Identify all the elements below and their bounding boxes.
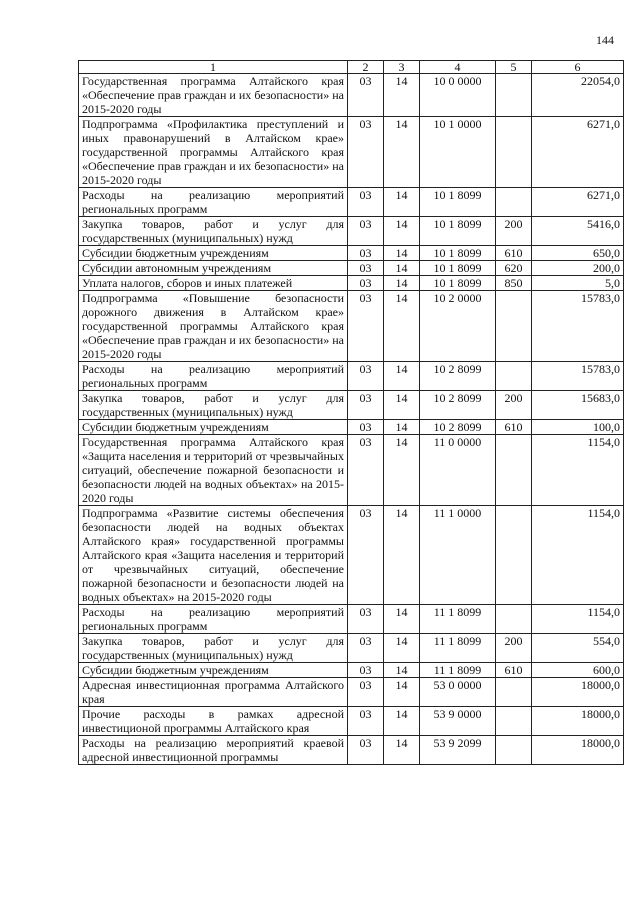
target-article-cell: 53 0 0000 <box>420 678 496 707</box>
amount-cell: 5416,0 <box>532 217 624 246</box>
table-row <box>79 74 624 117</box>
target-article-cell: 10 0 0000 <box>420 74 496 117</box>
table-row <box>79 188 624 217</box>
section-code-cell: 03 <box>348 261 384 276</box>
column-header-4: 4 <box>420 61 496 74</box>
amount-cell: 1154,0 <box>532 605 624 634</box>
target-article-cell: 53 9 2099 <box>420 736 496 765</box>
subsection-code-cell: 14 <box>384 391 420 420</box>
subsection-code-cell: 14 <box>384 506 420 605</box>
section-code-cell: 03 <box>348 605 384 634</box>
section-code-cell: 03 <box>348 246 384 261</box>
target-article-cell: 53 9 0000 <box>420 707 496 736</box>
column-header-2: 2 <box>348 61 384 74</box>
table-row <box>79 391 624 420</box>
table-row <box>79 362 624 391</box>
target-article-cell: 10 2 8099 <box>420 420 496 435</box>
expense-name-cell: Расходы на реализацию мероприятий краевой адресной инвестиционной программы <box>79 736 348 765</box>
expense-name-cell: Субсидии бюджетным учреждениям <box>79 246 348 261</box>
expense-type-cell <box>496 362 532 391</box>
amount-cell: 554,0 <box>532 634 624 663</box>
expense-type-cell <box>496 605 532 634</box>
table-row <box>79 291 624 362</box>
section-code-cell: 03 <box>348 634 384 663</box>
section-code-cell: 03 <box>348 663 384 678</box>
expense-name-cell: Государственная программа Алтайского края «Защита населения и территорий от чрезвычайных ситуаций, обеспечение пожарной безопасности и безопасности людей на водных объектах» на 2015-2020 годы <box>79 435 348 506</box>
column-header-5: 5 <box>496 61 532 74</box>
amount-cell: 15783,0 <box>532 291 624 362</box>
section-code-cell: 03 <box>348 362 384 391</box>
expense-type-cell: 200 <box>496 217 532 246</box>
expense-type-cell: 610 <box>496 663 532 678</box>
column-header-6: 6 <box>532 61 624 74</box>
section-code-cell: 03 <box>348 117 384 188</box>
expense-name-cell: Подпрограмма «Развитие системы обеспечения безопасности людей на водных объектах Алтайского края» государственной программы Алтайского края «Защита населения и территорий от чрезвычайных ситуаций, обеспечение пожарной безопасности и безопасности людей на водных объектах» на 2015-2020 годы <box>79 506 348 605</box>
amount-cell: 650,0 <box>532 246 624 261</box>
subsection-code-cell: 14 <box>384 663 420 678</box>
column-header-3: 3 <box>384 61 420 74</box>
subsection-code-cell: 14 <box>384 420 420 435</box>
subsection-code-cell: 14 <box>384 217 420 246</box>
target-article-cell: 11 1 0000 <box>420 506 496 605</box>
target-article-cell: 11 0 0000 <box>420 435 496 506</box>
amount-cell: 5,0 <box>532 276 624 291</box>
expense-type-cell: 610 <box>496 420 532 435</box>
section-code-cell: 03 <box>348 188 384 217</box>
expense-type-cell <box>496 291 532 362</box>
target-article-cell: 10 2 0000 <box>420 291 496 362</box>
amount-cell: 15783,0 <box>532 362 624 391</box>
section-code-cell: 03 <box>348 506 384 605</box>
expense-name-cell: Подпрограмма «Профилактика преступлений и иных правонарушений в Алтайском крае» государственной программы Алтайского края «Обеспечение прав граждан и их безопасности» на 2015-2020 годы <box>79 117 348 188</box>
subsection-code-cell: 14 <box>384 736 420 765</box>
page-number: 144 <box>596 33 614 47</box>
expense-name-cell: Субсидии бюджетным учреждениям <box>79 663 348 678</box>
target-article-cell: 11 1 8099 <box>420 605 496 634</box>
section-code-cell: 03 <box>348 391 384 420</box>
expense-type-cell <box>496 74 532 117</box>
target-article-cell: 10 2 8099 <box>420 362 496 391</box>
table-row <box>79 506 624 605</box>
subsection-code-cell: 14 <box>384 276 420 291</box>
table-row <box>79 634 624 663</box>
subsection-code-cell: 14 <box>384 291 420 362</box>
expense-name-cell: Закупка товаров, работ и услуг для государственных (муниципальных) нужд <box>79 217 348 246</box>
amount-cell: 6271,0 <box>532 117 624 188</box>
expense-type-cell <box>496 117 532 188</box>
subsection-code-cell: 14 <box>384 634 420 663</box>
target-article-cell: 10 2 8099 <box>420 391 496 420</box>
table-row <box>79 246 624 261</box>
expense-name-cell: Адресная инвестиционная программа Алтайского края <box>79 678 348 707</box>
expense-type-cell <box>496 736 532 765</box>
table-row <box>79 736 624 765</box>
section-code-cell: 03 <box>348 678 384 707</box>
budget-table <box>78 60 624 765</box>
subsection-code-cell: 14 <box>384 117 420 188</box>
expense-type-cell <box>496 707 532 736</box>
target-article-cell: 11 1 8099 <box>420 634 496 663</box>
expense-name-cell: Закупка товаров, работ и услуг для государственных (муниципальных) нужд <box>79 391 348 420</box>
section-code-cell: 03 <box>348 435 384 506</box>
expense-type-cell: 850 <box>496 276 532 291</box>
subsection-code-cell: 14 <box>384 74 420 117</box>
expense-name-cell: Подпрограмма «Повышение безопасности дорожного движения в Алтайском крае» государственной программы Алтайского края «Обеспечение прав граждан и их безопасности» на 2015-2020 годы <box>79 291 348 362</box>
expense-name-cell: Расходы на реализацию мероприятий региональных программ <box>79 188 348 217</box>
amount-cell: 6271,0 <box>532 188 624 217</box>
target-article-cell: 11 1 8099 <box>420 663 496 678</box>
subsection-code-cell: 14 <box>384 435 420 506</box>
table-body <box>79 74 624 765</box>
table-row <box>79 707 624 736</box>
expense-type-cell: 200 <box>496 634 532 663</box>
expense-name-cell: Прочие расходы в рамках адресной инвестиционой программы Алтайского края <box>79 707 348 736</box>
expense-type-cell: 620 <box>496 261 532 276</box>
amount-cell: 22054,0 <box>532 74 624 117</box>
section-code-cell: 03 <box>348 707 384 736</box>
table-row <box>79 663 624 678</box>
expense-type-cell: 610 <box>496 246 532 261</box>
amount-cell: 100,0 <box>532 420 624 435</box>
amount-cell: 200,0 <box>532 261 624 276</box>
subsection-code-cell: 14 <box>384 188 420 217</box>
expense-name-cell: Расходы на реализацию мероприятий региональных программ <box>79 362 348 391</box>
subsection-code-cell: 14 <box>384 246 420 261</box>
target-article-cell: 10 1 0000 <box>420 117 496 188</box>
subsection-code-cell: 14 <box>384 261 420 276</box>
amount-cell: 1154,0 <box>532 435 624 506</box>
subsection-code-cell: 14 <box>384 605 420 634</box>
expense-type-cell <box>496 188 532 217</box>
table-row <box>79 605 624 634</box>
expense-name-cell: Закупка товаров, работ и услуг для государственных (муниципальных) нужд <box>79 634 348 663</box>
target-article-cell: 10 1 8099 <box>420 246 496 261</box>
table-row <box>79 420 624 435</box>
expense-type-cell <box>496 435 532 506</box>
subsection-code-cell: 14 <box>384 678 420 707</box>
amount-cell: 600,0 <box>532 663 624 678</box>
table-row <box>79 217 624 246</box>
expense-name-cell: Субсидии бюджетным учреждениям <box>79 420 348 435</box>
table-row <box>79 117 624 188</box>
table-row <box>79 276 624 291</box>
amount-cell: 18000,0 <box>532 707 624 736</box>
amount-cell: 15683,0 <box>532 391 624 420</box>
section-code-cell: 03 <box>348 291 384 362</box>
column-header-1: 1 <box>79 61 348 74</box>
expense-name-cell: Уплата налогов, сборов и иных платежей <box>79 276 348 291</box>
target-article-cell: 10 1 8099 <box>420 276 496 291</box>
expense-name-cell: Расходы на реализацию мероприятий региональных программ <box>79 605 348 634</box>
amount-cell: 1154,0 <box>532 506 624 605</box>
amount-cell: 18000,0 <box>532 678 624 707</box>
expense-type-cell: 200 <box>496 391 532 420</box>
expense-name-cell: Государственная программа Алтайского края «Обеспечение прав граждан и их безопасности» на 2015-2020 годы <box>79 74 348 117</box>
amount-cell: 18000,0 <box>532 736 624 765</box>
target-article-cell: 10 1 8099 <box>420 188 496 217</box>
table-header-row <box>79 61 624 74</box>
section-code-cell: 03 <box>348 217 384 246</box>
table-row <box>79 261 624 276</box>
table-row <box>79 678 624 707</box>
target-article-cell: 10 1 8099 <box>420 261 496 276</box>
section-code-cell: 03 <box>348 74 384 117</box>
target-article-cell: 10 1 8099 <box>420 217 496 246</box>
section-code-cell: 03 <box>348 276 384 291</box>
expense-type-cell <box>496 678 532 707</box>
table-row <box>79 435 624 506</box>
expense-type-cell <box>496 506 532 605</box>
section-code-cell: 03 <box>348 736 384 765</box>
expense-name-cell: Субсидии автономным учреждениям <box>79 261 348 276</box>
subsection-code-cell: 14 <box>384 362 420 391</box>
section-code-cell: 03 <box>348 420 384 435</box>
subsection-code-cell: 14 <box>384 707 420 736</box>
